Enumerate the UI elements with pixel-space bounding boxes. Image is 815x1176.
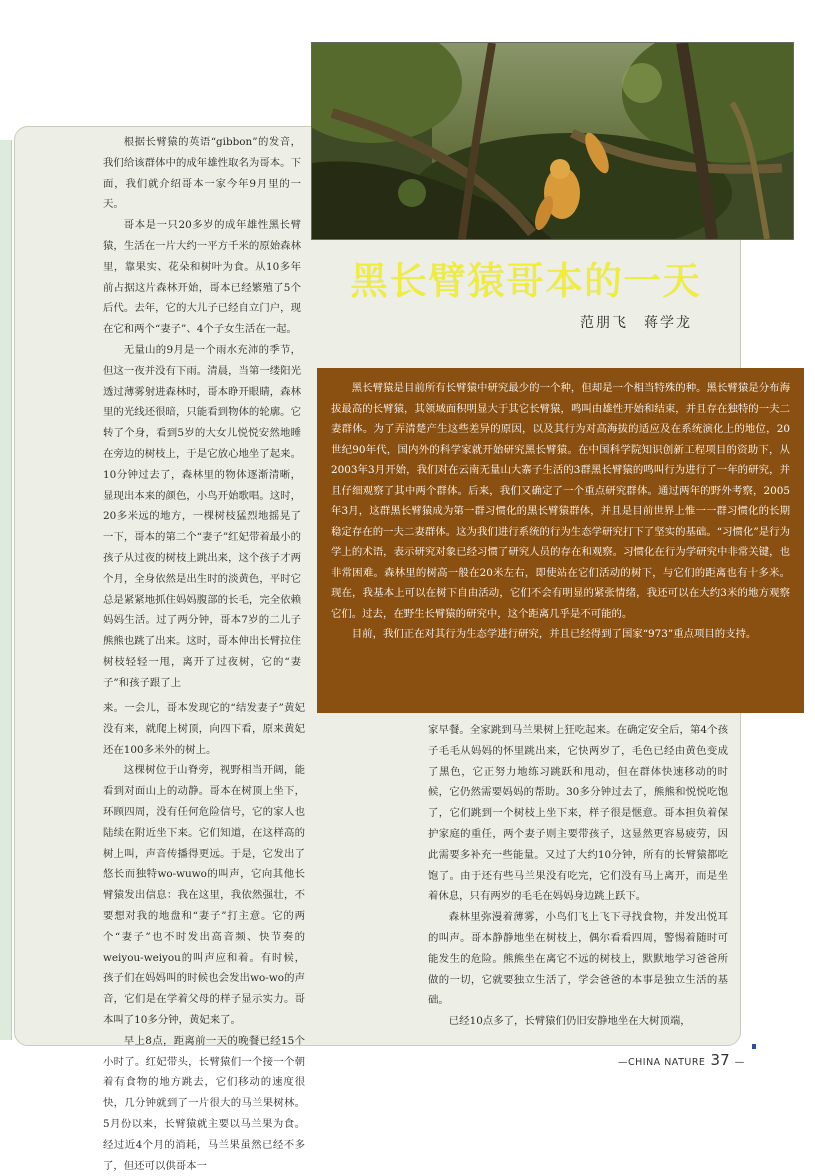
body-paragraph: 这棵树位于山脊旁，视野相当开阔，能看到对面山上的动静。哥本在树顶上坐下，环顾四周，没有任何危险信号，它的家人也陆续在附近坐下来。它们知道，在这样高的树上叫，声音传播得更远。于是，它发出了悠长而独特wo-wuwo的叫声，它向其他长臂猿发出信息：我在这里，我依然强壮，不要想对我的地盘和“妻子”打主意。它的两个“妻子”也不时发出高音频、快节奏的weiyou-weiyou的叫声应和着。有时候，孩子们在妈妈叫的时候也会发出wo-wo的声音，它们是在学着父母的样子显示实力。哥本叫了10多分钟，黄妃来了。: [103, 764, 305, 1026]
body-column-left-bottom: [103, 698, 305, 1176]
body-paragraph: 已经10点多了，长臂猿们仍旧安静地坐在大树顶端，: [448, 1015, 691, 1028]
footer-dash: —: [734, 1057, 745, 1068]
body-column-right: [428, 720, 728, 1032]
body-paragraph: 根据长臂猿的英语“gibbon”的发音，我们给该群体中的成年雄性取名为哥本。下面，我们就介绍哥本一家今年9月里的一天。: [103, 136, 301, 211]
corner-mark: [752, 1044, 756, 1049]
body-paragraph: 哥本是一只20多岁的成年雄性黑长臂猿，生活在一片大约一平方千米的原始森林里，靠果实、花朵和树叶为食。从10多年前占据这片森林开始，哥本已经繁殖了5个后代。去年，它的大儿子已经自立门户，现在它和两个“妻子”、4个子女生活在一起。: [103, 219, 301, 336]
body-column-left-top: [103, 132, 301, 694]
magazine-name: —CHINA NATURE: [618, 1057, 706, 1068]
body-paragraph: 早上8点，距离前一天的晚餐已经15个小时了。红妃带头，长臂猿们一个接一个朝着有食物的地方跳去，它们移动的速度很快，几分钟就到了一片很大的马兰果树林。5月份以来，长臂猿就主要以马兰果为食。经过近4个月的消耗，马兰果虽然已经不多了，但还可以供哥本一: [103, 1034, 305, 1172]
page-number: 37: [710, 1051, 730, 1069]
intro-paragraph: 目前，我们正在对其行为生态学进行研究，并且已经得到了国家“973”重点项目的支持。: [351, 628, 757, 640]
gibbon-photo: [311, 42, 794, 240]
body-paragraph: 家早餐。全家跳到马兰果树上狂吃起来。在确定安全后，第4个孩子毛毛从妈妈的怀里跳出来，它快两岁了，毛色已经由黄色变成了黑色，它正努力地练习跳跃和甩动，但在群体快速移动的时候，它仍然需要妈妈的帮助。30多分钟过去了，熊熊和悦悦吃饱了，它们跳到一个树枝上坐下来，样子很是惬意。哥本担负着保护家庭的重任，两个妻子则主要带孩子，这显然更容易疲劳，因此需要多补充一些能量。又过了大约10分钟，所有的长臂猿都吃饱了。由于还有些马兰果没有吃完，它们没有马上离开，而是坐着休息，只有两岁的毛毛在妈妈身边跳上跃下。: [428, 724, 728, 903]
body-paragraph: 无量山的9月是一个雨水充沛的季节，但这一夜并没有下雨。清晨，当第一缕阳光透过薄雾射进森林时，哥本睁开眼睛，森林里的光线还很暗，只能看到物体的轮廓。它转了个身，看到5岁的大女儿悦悦安然地睡在旁边的树枝上，于是它放心地坐了起来。10分钟过去了，森林里的物体逐渐清晰，显现出本来的颜色，小鸟开始歌唱。这时，20多米远的地方，一棵树枝猛烈地摇晃了一下，哥本的第二个“妻子”红妃带着最小的孩子从过夜的树枝上跳出来，这个孩子才两个月，全身依然是出生时的淡黄色，平时它总是紧紧地抓住妈妈腹部的长毛，完全依赖妈妈生活。过了两分钟，哥本7岁的二儿子熊熊也跳了出来。这时，哥本伸出长臂拉住树枝轻轻一甩，离开了过夜树，它的“妻子”和孩子跟了上: [103, 343, 301, 689]
page-edge-strip: [0, 140, 12, 1040]
article-authors: 范朋飞 蒋学龙: [580, 315, 692, 331]
body-paragraph: 森林里弥漫着薄雾，小鸟们飞上飞下寻找食物，并发出悦耳的叫声。哥本静静地坐在树枝上，偶尔看看四周，警惕着随时可能发生的危险。熊熊坐在离它不远的树枝上，默默地学习爸爸所做的一切，它就要独立生活了，学会爸爸的本事是独立生活的基础。: [428, 911, 728, 1007]
page-footer: [618, 1050, 748, 1069]
intro-box: [317, 368, 804, 713]
article-title: 黑长臂猿哥本的一天: [350, 259, 702, 303]
intro-paragraph: 黑长臂猿是目前所有长臂猿中研究最少的一个种，但却是一个相当特殊的种。黑长臂猿是分布海拔最高的长臂猿，其领域面积明显大于其它长臂猿，鸣叫由雄性开始和结束，并且存在独特的一夫二妻群体。为了弄清楚产生这些差异的原因，以及其行为对高海拔的适应及在系统演化上的地位，20世纪90年代，国内外的科学家就开始研究黑长臂猿。在中国科学院知识创新工程项目的资助下，从2003年3月开始，我们对在云南无量山大寨子生活的3群黑长臂猿的鸣叫行为进行了一年的研究，并且仔细观察了其中两个群体。后来，我们又确定了一个重点研究群体。通过两年的野外考察，2005年3月，这群黑长臂猿成为第一群习惯化的黑长臂猿群体，并且是目前世界上惟一一群习惯化的长期稳定存在的一夫二妻群体。这为我们进行系统的行为生态学研究打下了坚实的基础。“习惯化”是行为学上的术语，表示研究对象已经习惯了研究人员的存在和观察。习惯化在行为学研究中非常关键，也非常困难。森林里的树高一般在20米左右，即使站在它们活动的树下，与它们的距离也有十多米。现在，我基本上可以在树下自由活动，它们不会有明显的紧张情绪，我还可以在大约3米的地方观察它们。过去，在野生长臂猿的研究中，这个距离几乎是不可能的。: [331, 382, 790, 620]
body-paragraph: 来。一会儿，哥本发现它的“结发妻子”黄妃没有来，就爬上树顶，向四下看，原来黄妃还在100多米外的树上。: [103, 702, 305, 756]
